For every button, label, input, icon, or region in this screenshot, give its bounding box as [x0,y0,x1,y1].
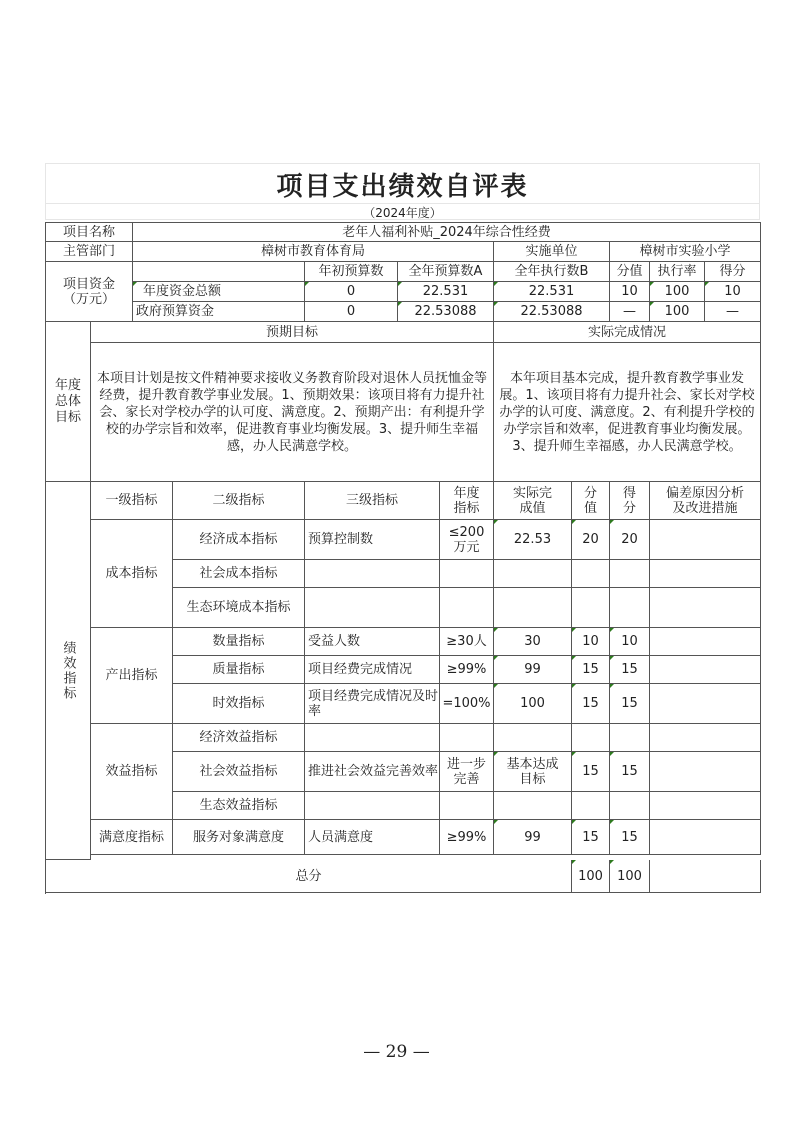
indicator-actual: 30 [494,628,572,656]
indicator-weight [572,588,610,628]
indicator-actual [494,792,572,820]
funds-row-score: — [705,302,761,322]
funds-header-weight: 分值 [610,262,650,282]
funds-row-annual: 22.531 [398,282,494,302]
indicator-level3 [305,792,440,820]
indicator-weight: 15 [572,820,610,855]
indicator-weight: 20 [572,520,610,560]
funds-header-annual: 全年预算数A [398,262,494,282]
indicator-level2: 生态环境成本指标 [173,588,305,628]
indicator-actual: 基本达成目标 [494,752,572,792]
funds-label-line1: 项目资金 [62,276,115,292]
funds-header-rate: 执行率 [650,262,705,282]
indicator-deviation [650,588,761,628]
funds-row-name: 年度资金总额 [133,282,305,302]
goals-expected-text: 本项目计划是按文件精神要求接收义务教育阶段对退休人员抚恤金等经费，提升教育教学事业发展。1、预期效果：该项目将有力提升社会、家长对学校办学的认可度、满意度。2、预期产出：有利提升学校的办学宗旨和效率，促进教育事业均衡发展。3、提升师生幸福感，办人民满意学校。 [91,343,494,482]
indicator-actual: 22.53 [494,520,572,560]
indicator-weight [572,792,610,820]
indicator-level1: 产出指标 [91,628,173,724]
funds-row-annual: 22.53088 [398,302,494,322]
funds-header-blank [133,262,305,282]
total-weight: 100 [572,860,610,893]
indicator-level2: 社会成本指标 [173,560,305,588]
indicator-deviation [650,520,761,560]
impl-label: 实施单位 [494,242,610,262]
indicator-level3 [305,560,440,588]
project-name-label: 项目名称 [46,223,133,242]
header-score: 得分 [610,482,650,520]
indicator-score [610,792,650,820]
funds-row-score: 10 [705,282,761,302]
funds-row-weight: — [610,302,650,322]
indicator-level3 [305,588,440,628]
indicator-level1: 满意度指标 [91,820,173,855]
impl-value: 樟树市实验小学 [610,242,761,262]
indicator-deviation [650,820,761,855]
page-subtitle: （2024年度） [45,203,760,221]
indicator-score: 15 [610,656,650,684]
funds-header-initial: 年初预算数 [305,262,398,282]
header-level3: 三级指标 [305,482,440,520]
funds-row-weight: 10 [610,282,650,302]
indicator-target [440,792,494,820]
indicator-level2: 社会效益指标 [173,752,305,792]
indicator-actual: 100 [494,684,572,724]
funds-header-exec: 全年执行数B [494,262,610,282]
indicator-level1: 成本指标 [91,520,173,628]
indicator-weight: 15 [572,684,610,724]
indicator-level2: 时效指标 [173,684,305,724]
funds-row-name: 政府预算资金 [133,302,305,322]
indicator-level3: 项目经费完成情况及时率 [305,684,440,724]
funds-label-line2: （万元） [62,291,115,307]
page-title: 项目支出绩效自评表 [276,171,529,202]
indicator-level3: 推进社会效益完善效率 [305,752,440,792]
page-number: — 29 — [363,1042,430,1062]
indicator-target: ≥99% [440,656,494,684]
goals-label-text: 年度总体目标 [54,377,81,425]
indicator-score [610,588,650,628]
indicator-target: ≤200万元 [440,520,494,560]
indicator-actual: 99 [494,656,572,684]
indicators-label [46,482,91,860]
indicator-target: ≥30人 [440,628,494,656]
funds-row-initial: 0 [305,282,398,302]
header-level2: 二级指标 [173,482,305,520]
indicator-actual [494,588,572,628]
indicator-target [440,724,494,752]
indicator-level1: 效益指标 [91,724,173,820]
indicator-level3: 预算控制数 [305,520,440,560]
funds-row-rate: 100 [650,302,705,322]
indicator-deviation [650,724,761,752]
indicator-score: 15 [610,820,650,855]
indicator-deviation [650,684,761,724]
funds-row-exec: 22.53088 [494,302,610,322]
indicator-level3: 人员满意度 [305,820,440,855]
indicators-label-text: 绩效指标 [60,640,76,701]
indicator-level3: 项目经费完成情况 [305,656,440,684]
indicator-level2: 生态效益指标 [173,792,305,820]
indicator-target [440,588,494,628]
indicator-score: 15 [610,752,650,792]
indicator-level3 [305,724,440,752]
indicator-weight: 15 [572,656,610,684]
indicator-actual [494,560,572,588]
indicator-deviation [650,628,761,656]
goals-label [46,322,91,482]
indicator-score: 20 [610,520,650,560]
indicator-score: 10 [610,628,650,656]
funds-row-exec: 22.531 [494,282,610,302]
header-weight: 分值 [572,482,610,520]
indicator-target: ≥99% [440,820,494,855]
total-deviation [650,860,761,893]
indicator-level2: 经济效益指标 [173,724,305,752]
header-actual: 实际完成值 [494,482,572,520]
total-label: 总分 [46,860,572,893]
indicator-level3: 受益人数 [305,628,440,656]
dept-value: 樟树市教育体育局 [133,242,494,262]
header-target: 年度指标 [440,482,494,520]
funds-row-rate: 100 [650,282,705,302]
indicator-target: 进一步完善 [440,752,494,792]
indicator-weight [572,560,610,588]
indicator-deviation [650,792,761,820]
goals-actual-header: 实际完成情况 [494,322,761,343]
indicator-weight: 15 [572,752,610,792]
indicator-score: 15 [610,684,650,724]
indicator-weight [572,724,610,752]
header-deviation: 偏差原因分析及改进措施 [650,482,761,520]
indicator-deviation [650,656,761,684]
goals-expected-header: 预期目标 [91,322,494,343]
dept-label: 主管部门 [46,242,133,262]
total-score: 100 [610,860,650,893]
funds-row-initial: 0 [305,302,398,322]
indicator-score [610,560,650,588]
indicator-deviation [650,752,761,792]
indicator-level2: 质量指标 [173,656,305,684]
goals-actual-text: 本年项目基本完成，提升教育教学事业发展。1、该项目将有力提升社会、家长对学校办学的认可度、满意度。2、有利提升学校的办学宗旨和效率，促进教育事业均衡发展。3、提升师生幸福感，办人民满意学校。 [494,343,761,482]
indicator-level2: 数量指标 [173,628,305,656]
header-level1: 一级指标 [91,482,173,520]
indicator-level2: 服务对象满意度 [173,820,305,855]
indicator-target: =100% [440,684,494,724]
indicator-actual: 99 [494,820,572,855]
indicator-deviation [650,560,761,588]
indicator-level2: 经济成本指标 [173,520,305,560]
indicator-target [440,560,494,588]
project-name-value: 老年人福利补贴_2024年综合性经费 [133,223,761,242]
funds-label [46,262,133,322]
indicator-score [610,724,650,752]
funds-header-score: 得分 [705,262,761,282]
indicator-actual [494,724,572,752]
indicator-weight: 10 [572,628,610,656]
